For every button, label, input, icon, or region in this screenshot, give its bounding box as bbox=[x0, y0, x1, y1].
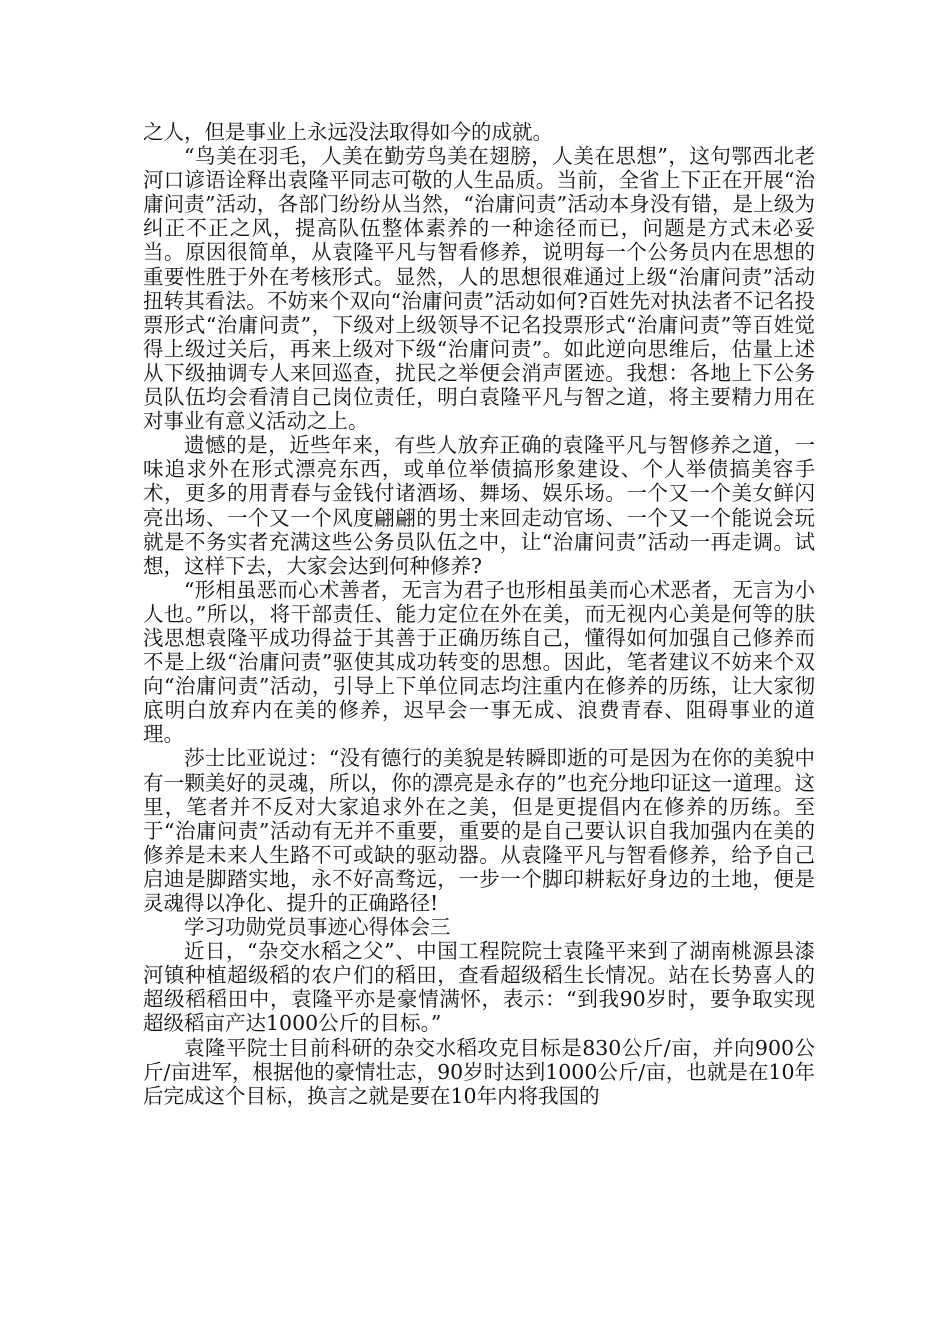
paragraph-continuation: 之人，但是事业上永远没法取得如今的成就。 bbox=[143, 120, 553, 144]
document-body bbox=[143, 120, 815, 1108]
paragraph: “形相虽恶而心术善者，无言为君子也形相虽美而心术恶者，无言为小人也。”所以，将干部责任、能力定位在外在美，而无视内心美是何等的肤浅思想袁隆平成功得益于其善于正确历练自己，懂得如何加强自己修养而不是上级“治庸问责”驱使其成功转变的思想。因此，笔者建议不妨来个双向“治庸问责”活动，引导上下单位同志均注重内在修养的历练，让大家彻底明白放弃内在美的修养，迟早会一事无成、浪费青春、阻碍事业的道理。 bbox=[143, 577, 815, 747]
paragraph: 遗憾的是，近些年来，有些人放弃正确的袁隆平凡与智修养之道，一味追求外在形式漂亮东西，或单位举债搞形象建设、个人举债搞美容手术，更多的用青春与金钱付诸酒场、舞场、娱乐场。一个又一个美女鲜闪亮出场、一个又一个风度翩翩的男士来回走动官场、一个又一个能说会玩就是不务实者充满这些公务员队伍之中，让“治庸问责”活动一再走调。试想，这样下去，大家会达到何种修养? bbox=[143, 433, 815, 578]
paragraph: “鸟美在羽毛，人美在勤劳鸟美在翅膀，人美在思想”，这句鄂西北老河口谚语诠释出袁隆平同志可敬的人生品质。当前，全省上下正在开展“治庸问责”活动，各部门纷纷从当然，“治庸问责”活动本身没有错，是上级为纠正不正之风，提高队伍整体素养的一种途径而已，问题是方式未必妥当。原因很简单，从袁隆平凡与智看修养，说明每一个公务员内在思想的重要性胜于外在考核形式。显然，人的思想很难通过上级“治庸问责”活动扭转其看法。不妨来个双向“治庸问责”活动如何?百姓先对执法者不记名投票形式“治庸问责”，下级对上级领导不记名投票形式“治庸问责”等百姓觉得上级过关后，再来上级对下级“治庸问责”。如此逆向思维后，估量上述从下级抽调专人来回巡查，扰民之举便会消声匿迹。我想：各地上下公务员队伍均会看清自己岗位责任，明白袁隆平凡与智之道，将主要精力用在对事业有意义活动之上。 bbox=[143, 144, 815, 434]
paragraph: 袁隆平院士目前科研的杂交水稻攻克目标是830公斤/亩，并向900公斤/亩进军，根据他的豪情壮志，90岁时达到1000公斤/亩，也就是在10年后完成这个目标，换言之就是要在10年内将我国的 bbox=[143, 1035, 815, 1108]
paragraph: 莎士比亚说过：“没有德行的美貌是转瞬即逝的可是因为在你的美貌中有一颗美好的灵魂，所以，你的漂亮是永存的”也充分地印证这一道理。这里，笔者并不反对大家追求外在之美，但是更提倡内在修养的历练。至于“治庸问责”活动有无并不重要，重要的是自己要认识自我加强内在美的修养是未来人生路不可或缺的驱动器。从袁隆平凡与智看修养，给予自己启迪是脚踏实地，永不好高骛远，一步一个脚印耕耘好身边的土地，便是灵魂得以净化、提升的正确路径! bbox=[143, 746, 815, 915]
paragraph: 近日，“杂交水稻之父”、中国工程院院士袁隆平来到了湖南桃源县漆河镇种植超级稻的农户们的稻田，查看超级稻生长情况。站在长势喜人的超级稻稻田中，袁隆平亦是豪情满怀，表示：“到我90岁时，要争取实现超级稻亩产达1000公斤的目标。” bbox=[143, 939, 815, 1036]
section-heading: 学习功勋党员事迹心得体会三 bbox=[184, 915, 451, 940]
